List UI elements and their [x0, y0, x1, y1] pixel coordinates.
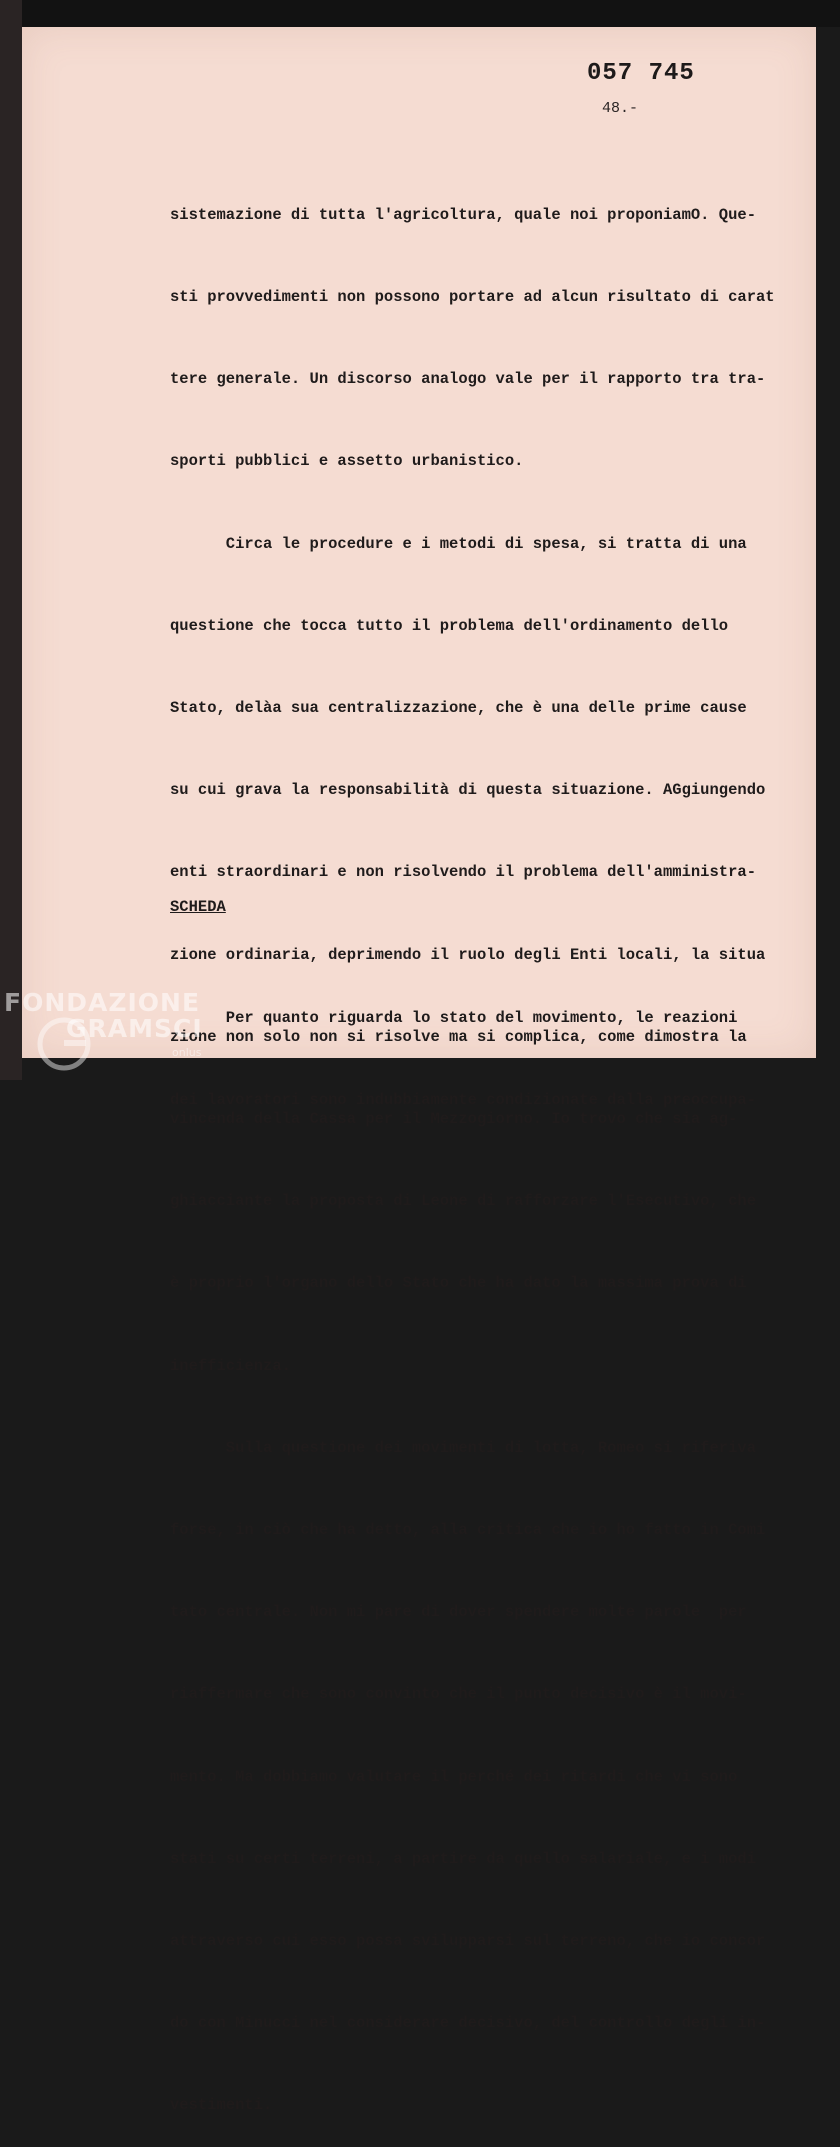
text-line: sporti pubblici e assetto urbanistico. — [170, 452, 524, 471]
text-line: attraverso cui esso possa svilupparsi sul terreno, che io concor — [170, 1932, 766, 1951]
text-line: dei lavoratori sono indubbiamente condizionate dalla preoccupa- — [170, 1091, 756, 1110]
text-line: zione ordinaria, deprimendo il ruolo degli Enti locali, la situa — [170, 945, 766, 964]
scanner-top-border — [0, 0, 840, 27]
page-number: 48.- — [602, 100, 639, 117]
text-line: riaffermare che sono convinto che il punto decisivo è il movi- — [170, 1685, 747, 1704]
text-line: mento. Ma dobbiamo valutare il perché dei ritardi che vi sono — [170, 1767, 738, 1786]
text-line: vestimenti. — [170, 2096, 273, 2115]
text-line: sistemazione di tutta l'agricoltura, quale noi proponiamO. Que- — [170, 205, 756, 224]
text-line: do con Minucci nel considerare decisivo, del controllo degli in- — [170, 2014, 766, 2033]
text-line: ghiacciante la proposta di Leone di rafforzare l'Esecutivo, che — [170, 1192, 756, 1211]
body-text-scheda — [170, 950, 800, 1142]
watermark-gramsci-text: GRAMSCI — [66, 1014, 203, 1043]
text-line: sti provvedimenti non possono portare ad alcun risultato di carat — [170, 288, 775, 307]
text-line: Stato, delàa sua centralizzazione, che è una delle prime cause — [170, 699, 747, 718]
watermark-onlus-text: onlus — [172, 1046, 202, 1059]
watermark-foundation-text: FONDAZIONE — [4, 988, 201, 1017]
scanner-left-border — [0, 0, 22, 1080]
text-line: su cui grava la responsabilità di questa situazione. AGgiungendo — [170, 781, 766, 800]
text-line: Circa le procedure e i metodi di spesa, si tratta di una — [170, 534, 747, 553]
document-number: 057 745 — [587, 60, 695, 87]
text-line: questione che tocca tutto il problema dell'ordinamento dello — [170, 616, 729, 635]
text-line: tato centrale. Non mi pare di dover spendere molte parole per — [170, 1603, 747, 1622]
text-line: tere generale. Un discorso analogo vale per il rapporto tra tra- — [170, 370, 766, 389]
text-line: forse, in ciò che ha detto, alla critica che io ho fatto in Comi — [170, 1521, 766, 1540]
text-line: zione non solo non si risolve ma si complica, come dimostra la — [170, 1027, 747, 1046]
text-line: vincenda della Cassa per il Mezzogiorno. Io trovo che sia ag- — [170, 1110, 738, 1129]
text-line: enti straordinari e non risolvendo il problema dell'amministra- — [170, 863, 756, 882]
text-line: inefficienza. — [170, 1356, 291, 1375]
body-text-main — [170, 147, 800, 2147]
text-line: è proprio l'organo dello Stato che ha dato la massima prova di — [170, 1274, 747, 1293]
section-heading: SCHEDA — [170, 898, 226, 916]
text-line: stati su certi terreni, a partire da quello salariale, e i modi — [170, 1849, 756, 1868]
text-line: Per quanto riguarda lo stato del movimento, le reazioni — [170, 1008, 738, 1027]
text-line: Sulla questione dei movimenti di lotta, Romeo si riferiva — [170, 1438, 756, 1457]
